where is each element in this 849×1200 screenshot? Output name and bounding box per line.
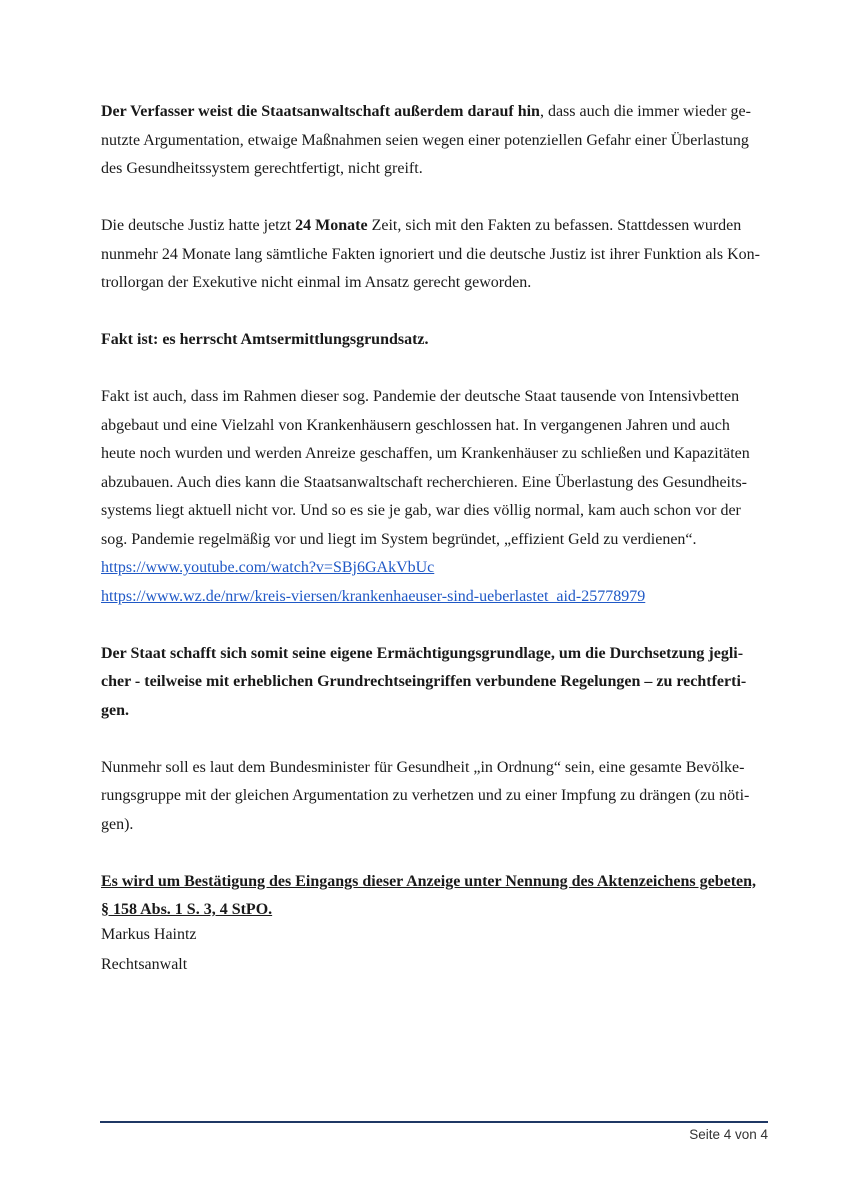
paragraph-line: Der Staat schafft sich somit seine eigene Ermächtigungsgrundlage, um die Durchsetzung jegli- [101,644,744,662]
signer-title: Rechtsanwalt [101,956,188,973]
paragraph-line [101,212,767,241]
text-run: , dass auch die immer wieder ge- [539,103,751,120]
paragraph-line: nutzte Argumentation, etwaige Maßnahmen seien wegen einer potenziellen Gefahr einer Überlastung [101,131,749,149]
footer-divider [100,1121,768,1123]
paragraph-gap [101,839,767,868]
paragraph-fact-heading: Fakt ist: es herrscht Amtsermittlungsgrundsatz. [101,331,429,348]
paragraph-line: Nunmehr soll es laut dem Bundesminister für Gesundheit „in Ordnung“ sein, eine gesamte Bevölke- [101,758,745,776]
paragraph-line: § 158 Abs. 1 S. 3, 4 StPO. [101,901,273,918]
paragraph-line: gen. [101,701,129,719]
text-run: Zeit, sich mit den Fakten zu befassen. Stattdessen wurden [367,217,742,234]
wz-article-link[interactable]: https://www.wz.de/nrw/kreis-viersen/krankenhaeuser-sind-ueberlastet_aid-25778979 [101,587,646,605]
paragraph-state-authority [101,640,767,726]
paragraph-line: abgebaut und eine Vielzahl von Krankenhäusern geschlossen hat. In vergangenen Jahren und auch [101,416,730,434]
paragraph-line: nunmehr 24 Monate lang sämtliche Fakten ignoriert und die deutsche Justiz ist ihrer Funktion als Kon- [101,245,760,263]
paragraph-line: des Gesundheitssystem gerechtfertigt, nicht greift. [101,160,423,177]
youtube-link[interactable]: https://www.youtube.com/watch?v=SBj6GAkVbUc [101,559,435,576]
paragraph-gap [101,611,767,640]
page-number: Seite 4 von 4 [689,1127,768,1142]
paragraph-line: Es wird um Bestätigung des Eingangs dieser Anzeige unter Nennung des Aktenzeichens gebeten, [101,872,757,890]
paragraph-minister [101,754,767,840]
paragraph-gap [101,184,767,213]
paragraph-line [101,98,767,127]
paragraph-line: systems liegt aktuell nicht vor. Und so es sie je gab, war dies völlig normal, kam auch schon vor der [101,502,741,519]
paragraph-notice [101,98,767,184]
paragraph-line: cher - teilweise mit erheblichen Grundrechtseingriffen verbundene Regelungen – zu rechtferti- [101,673,747,690]
paragraph-line: gen). [101,815,134,833]
paragraph-line: heute noch wurden und werden Anreize geschaffen, um Krankenhäuser zu schließen und Kapazitäten [101,445,750,462]
paragraph-line: trollorgan der Exekutive nicht einmal im Ansatz gerecht geworden. [101,274,532,291]
paragraph-confirmation-request [101,868,767,925]
signer-name: Markus Haintz [101,926,197,943]
paragraph-hospitals [101,383,767,611]
letter-body [101,98,767,925]
paragraph-line: Fakt ist auch, dass im Rahmen dieser sog. Pandemie der deutsche Staat tausende von Intensivbetten [101,388,740,405]
paragraph-gap [101,725,767,754]
bold-months: 24 Monate [295,217,368,234]
bold-lead-text: Der Verfasser weist die Staatsanwaltschaft außerdem darauf hin [101,103,540,120]
paragraph-justice [101,212,767,298]
paragraph-line: sog. Pandemie regelmäßig vor und liegt im System begründet, „effizient Geld zu verdienen“. [101,530,697,548]
signature-block [101,920,197,980]
paragraph-line: abzubauen. Auch dies kann die Staatsanwaltschaft recherchieren. Eine Überlastung des Gesundheits- [101,473,747,491]
paragraph-gap [101,298,767,327]
text-run: Die deutsche Justiz hatte jetzt [101,217,296,234]
paragraph-line: rungsgruppe mit der gleichen Argumentation zu verhetzen und zu einer Impfung zu drängen (zu nöti- [101,787,750,804]
paragraph-gap [101,355,767,384]
